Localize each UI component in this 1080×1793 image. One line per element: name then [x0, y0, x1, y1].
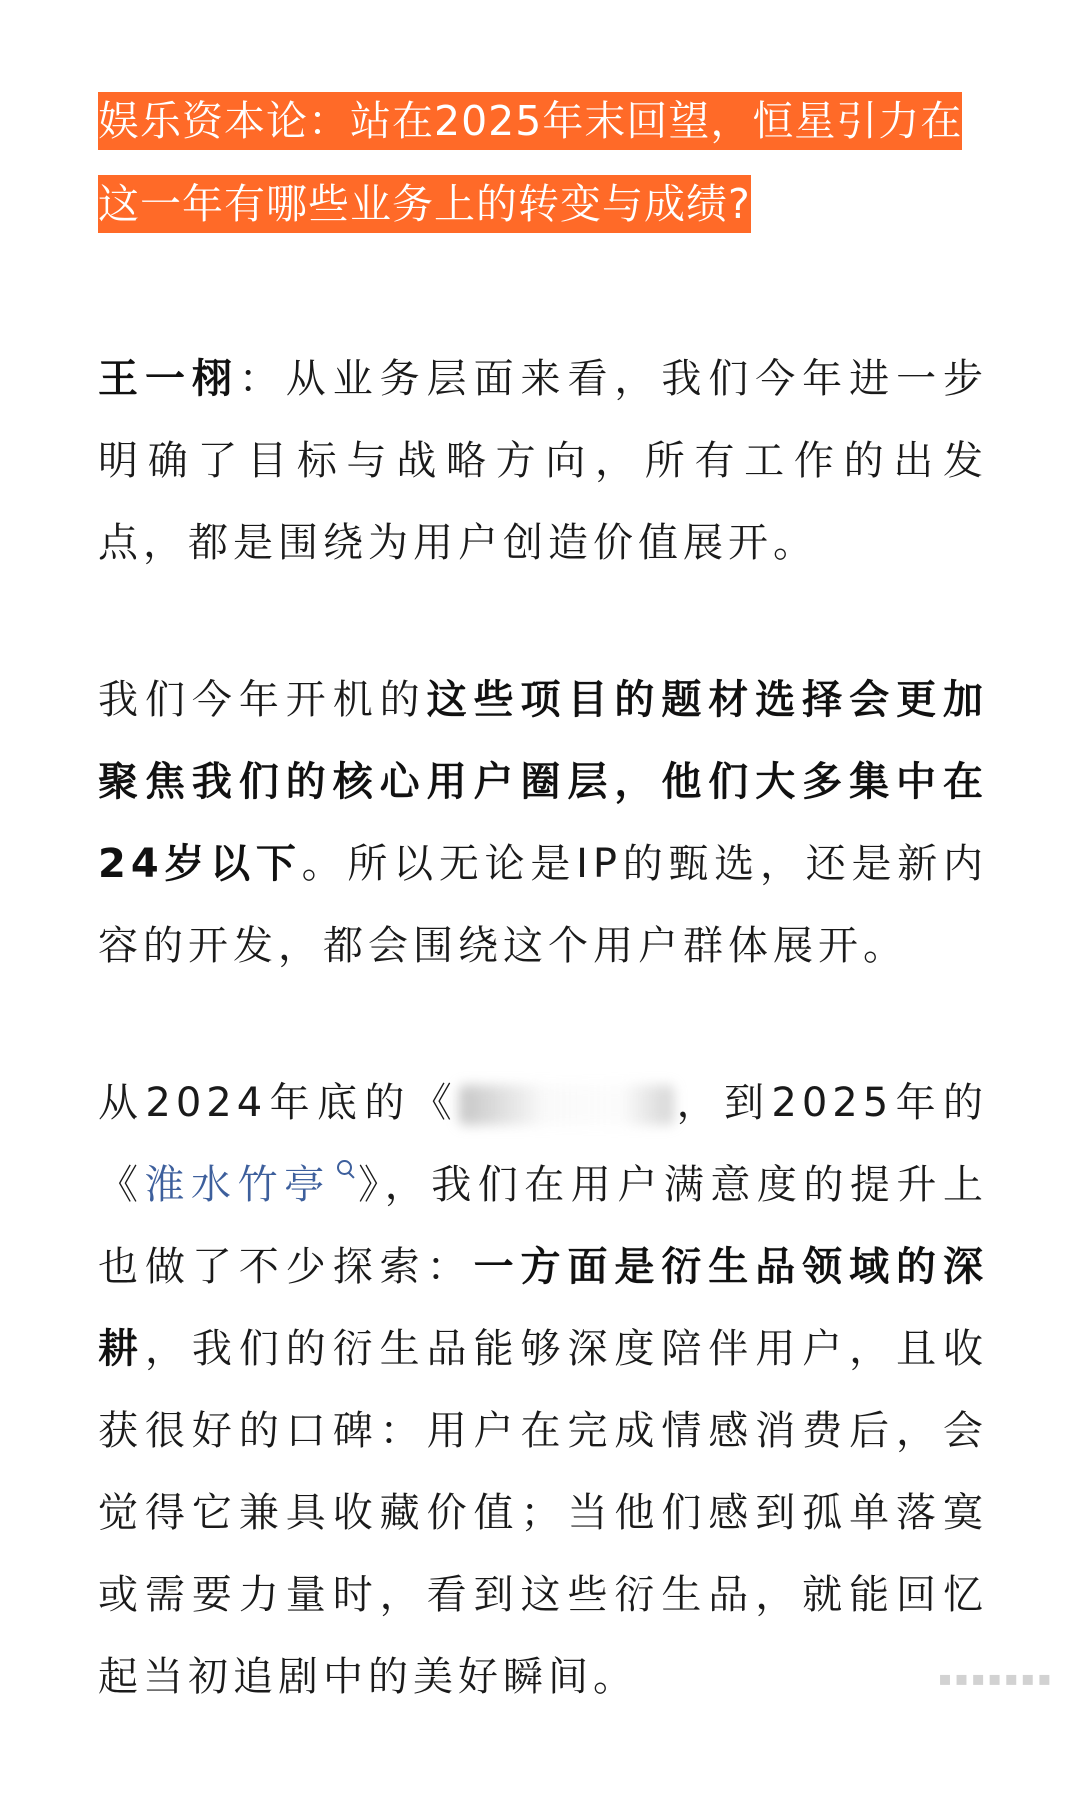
paragraph-1-text: ：从业务层面来看，我们今年进一步明确了目标与战略方向，所有工作的出发点，都是围绕为用户创造价值展开。	[98, 356, 989, 566]
paragraph-3-text-2: ，到2025年的《	[98, 1080, 989, 1208]
paragraph-2	[98, 659, 988, 987]
redacted-title	[459, 1085, 674, 1125]
drama-title-link[interactable]	[145, 1162, 357, 1208]
paragraph-2-bold: 这些项目的题材选择会更加聚焦我们的核心用户圈层，他们大多集中在24岁以下	[98, 677, 989, 887]
paragraph-1	[98, 338, 988, 584]
paragraph-3-text-3: 》，我们在用户满意度的提升上也做了不少探索：	[98, 1162, 989, 1290]
paragraph-2-text-1: 我们今年开机的	[98, 677, 427, 723]
watermark: ▪▪▪▪▪▪▪	[938, 1666, 1054, 1690]
paragraph-3-bold: 一方面是衍生品领域的深耕	[98, 1244, 989, 1372]
paragraph-3	[98, 1062, 988, 1718]
drama-title-text: 淮水竹亭	[144, 1162, 331, 1208]
paragraph-2-text-2: 。所以无论是IP的甄选，还是新内容的开发，都会围绕这个用户群体展开。	[98, 841, 989, 969]
speaker-name: 王一栩	[98, 356, 239, 402]
headline	[98, 80, 988, 246]
headline-highlight: 娱乐资本论：站在2025年末回望，恒星引力在这一年有哪些业务上的转变与成绩?	[98, 92, 962, 233]
paragraph-3-text-4: ，我们的衍生品能够深度陪伴用户，且收获很好的口碑：用户在完成情感消费后，会觉得它兼具收藏价值；当他们感到孤单落寞或需要力量时，看到这些衍生品，就能回忆起当初追剧中的美好瞬间。	[98, 1326, 989, 1700]
paragraph-3-text-1: 从2024年底的《	[98, 1080, 460, 1126]
article	[98, 80, 988, 1793]
search-icon	[335, 1158, 357, 1180]
